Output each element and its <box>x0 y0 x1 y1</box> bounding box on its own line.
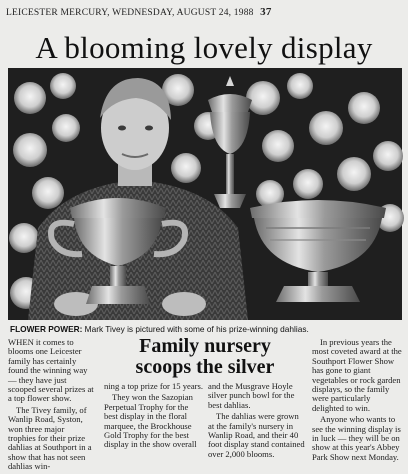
subheadline <box>100 336 310 382</box>
paragraph: They won the Sazopian Perpetual Trophy for the best display in the floral marquee, the Brockhouse Gold Trophy for the best display in the show overall <box>104 392 197 450</box>
headline: A blooming lovely display <box>35 30 373 65</box>
paragraph: The Tivey family, of Wanlip Road, Syston, won three major trophies for their prize dahlias at Southport in a show that has not seen dahlias win- <box>8 404 92 472</box>
article-column-4 <box>312 338 402 464</box>
paragraph: and the Musgrave Hoyle silver punch bowl for the best dahlias. <box>208 381 295 410</box>
paragraph: ning a top prize for 15 years. <box>104 381 204 391</box>
article-photo <box>8 68 402 320</box>
subheadline-line-2: scoops the silver <box>135 356 275 378</box>
paragraph: The dahlias were grown at the family's nursery in Wanlip Road, and their 40 foot display stand contained over 2,000 blooms. <box>208 411 305 459</box>
article-column-2 <box>104 382 204 452</box>
photo-illustration <box>8 68 402 320</box>
article-column-1 <box>8 338 94 474</box>
paragraph: Anyone who wants to see the winning display is in luck — they will be on show at this year's Abbey Park Show next Monday. <box>312 414 401 462</box>
page-number: 37 <box>260 6 272 18</box>
subheadline-line-1: Family nursery <box>139 335 271 357</box>
caption-lead: FLOWER POWER: <box>10 324 83 334</box>
caption-text: Mark Tivey is pictured with some of his prize-winning dahlias. <box>82 324 309 334</box>
paragraph: WHEN it comes to blooms one Leicester family has certainly found the winning way — they have just scooped several prizes at a top flower show. <box>8 337 94 404</box>
paragraph: In previous years the most coveted award at the Southport Flower Show has gone to giant vegetables or rock garden displays, so the family were particularly delighted to win. <box>312 337 402 413</box>
masthead <box>6 6 402 20</box>
masthead-paper-date: LEICESTER MERCURY, WEDNESDAY, AUGUST 24, 1988 <box>6 8 254 18</box>
article-column-3 <box>208 382 306 461</box>
photo-caption <box>10 323 402 335</box>
